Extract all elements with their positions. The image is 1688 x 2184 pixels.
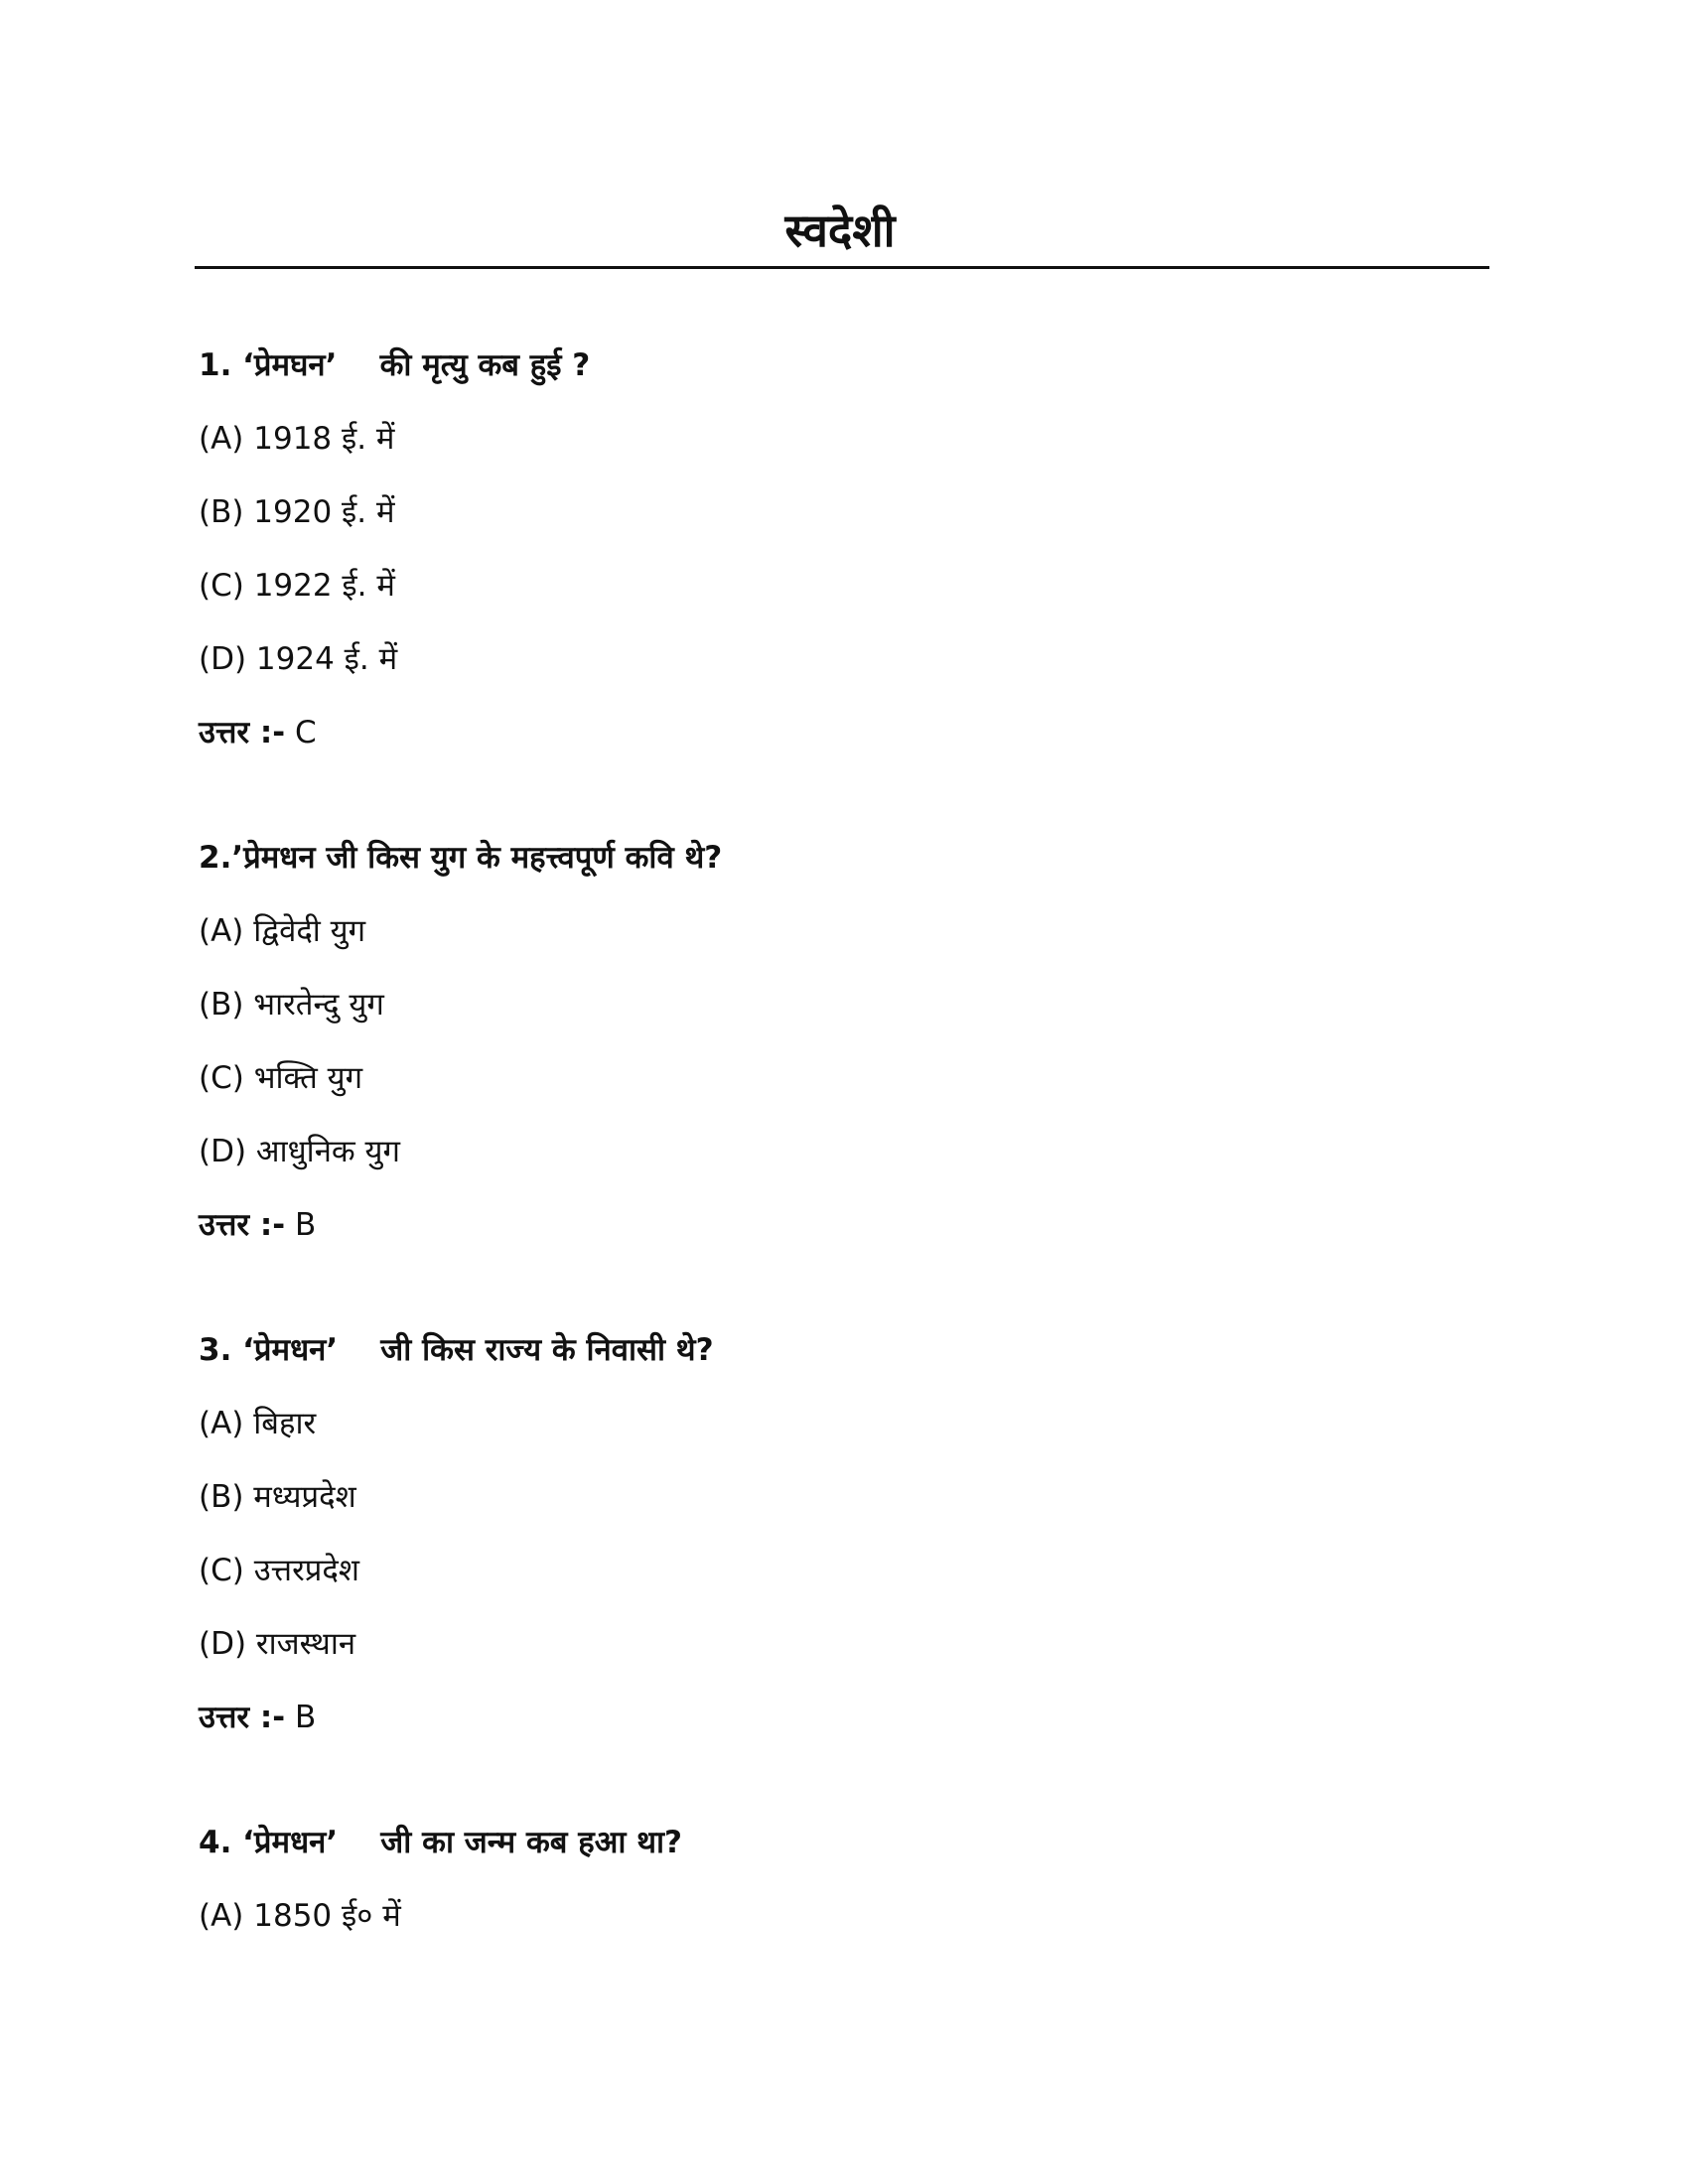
option-d: (D) राजस्थान [199,1626,356,1662]
answer-line [199,1201,1489,1275]
answer-label: उत्तर :- [199,1207,286,1243]
option-d: (D) आधुनिक युग [199,1134,400,1169]
question-text: 4. ‘प्रेमधन’ जी का जन्म कब हआ था? [199,1825,683,1860]
question-text: 1. ‘प्रेमघन’ की मृत्यु कब हुई ? [199,347,591,383]
question-text: 2.’प्रेमधन जी किस युग के महत्त्वपूर्ण कवि थे? [199,840,723,876]
answer-value: B [285,1700,317,1735]
option-b: (B) 1920 ई. में [199,494,395,530]
option-b: (B) मध्यप्रदेश [199,1479,356,1515]
question-block [199,341,1489,782]
option-a: (A) बिहार [199,1406,317,1441]
option-c: (C) 1922 ई. में [199,568,395,604]
option-a: (A) 1918 ई. में [199,421,395,457]
question-block [199,1326,1489,1767]
question-block [199,834,1489,1275]
option-b: (B) भारतेन्दु युग [199,987,384,1023]
option-c: (C) भक्ति युग [199,1060,363,1096]
option-a: (A) द्विवेदी युग [199,913,366,949]
answer-label: उत्तर :- [199,1700,286,1735]
answer-label: उत्तर :- [199,715,286,751]
answer-line [199,709,1489,782]
answer-line [199,1694,1489,1767]
answer-value: B [285,1207,317,1243]
document-title: स्वदेशी [784,204,896,257]
question-text: 3. ‘प्रेमधन’ जी किस राज्य के निवासी थे? [199,1332,714,1368]
title-underline [195,266,1489,269]
option-d: (D) 1924 ई. में [199,641,398,677]
answer-value: C [285,715,317,751]
option-c: (C) उत्तरप्रदेश [199,1553,359,1588]
question-block [199,1819,1489,1966]
option-a: (A) 1850 ई० में [199,1898,401,1934]
